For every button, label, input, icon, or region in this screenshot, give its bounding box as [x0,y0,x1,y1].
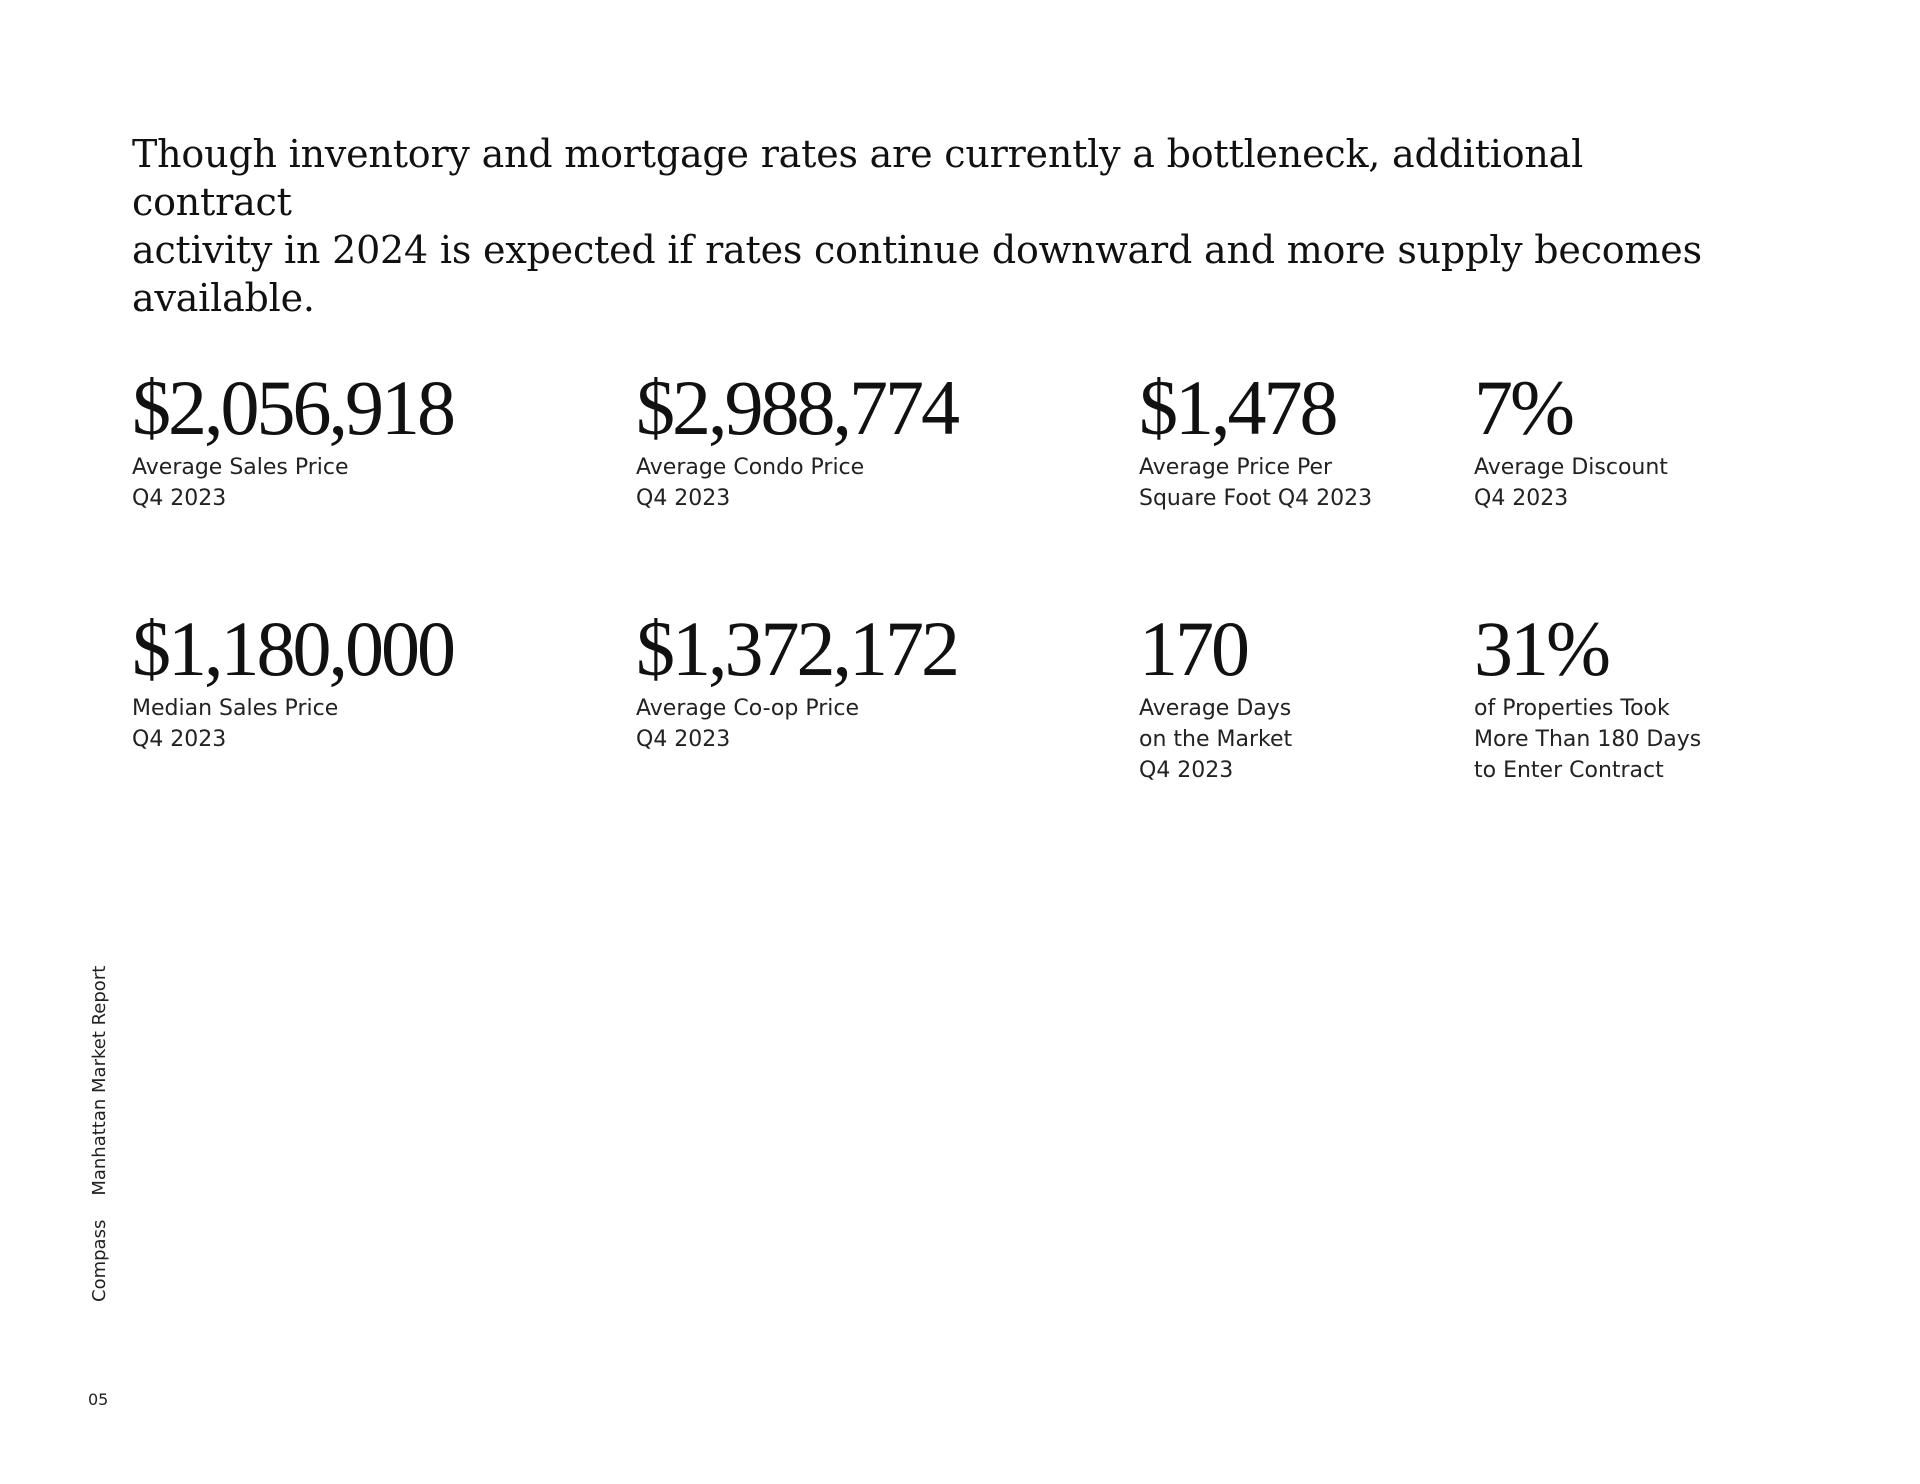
stat-average-coop-price [636,607,957,755]
stat-average-sales-price [132,366,453,514]
stat-value: 31% [1474,605,1608,692]
footer-side-label [88,966,112,1302]
stat-label-line: of Properties Took [1474,696,1670,721]
stat-label-line: on the Market [1139,727,1293,752]
footer-brand: Compass [89,1219,110,1302]
stat-label-line: Average Condo Price [636,455,865,480]
stat-value: 7% [1474,364,1572,451]
stat-label-line: Q4 2023 [132,727,227,752]
page-number: 05 [88,1390,109,1409]
stat-label [132,693,453,755]
stat-label-line: Average Price Per [1139,455,1333,480]
footer-report-title: Manhattan Market Report [89,965,110,1196]
intro-line: Though inventory and mortgage rates are currently a bottleneck, additional contract [132,132,1584,224]
stat-median-sales-price [132,607,453,755]
stat-label [132,452,453,514]
intro-line: activity in 2024 is expected if rates continue downward and more supply becomes [132,228,1702,272]
stat-label [636,693,957,755]
stat-label-line: Average Co-op Price [636,696,859,721]
stat-label-line: Q4 2023 [132,486,227,511]
stat-properties-over-180-days [1474,607,1701,786]
intro-line: available. [132,276,315,320]
stat-label-line: Average Sales Price [132,455,349,480]
stat-label [1474,452,1668,514]
stat-label-line: More Than 180 Days [1474,727,1702,752]
stat-label-line: Average Discount [1474,455,1668,480]
stat-value: $1,478 [1139,364,1336,451]
stat-label-line: Q4 2023 [636,727,731,752]
stat-label-line: Square Foot Q4 2023 [1139,486,1373,511]
stat-label [1474,693,1701,786]
stat-value: 170 [1139,605,1247,692]
stat-label-line: Median Sales Price [132,696,339,721]
stat-average-condo-price [636,366,957,514]
stat-value: $1,180,000 [132,605,453,692]
intro-paragraph [132,130,1732,322]
stat-label-line: Average Days [1139,696,1292,721]
stat-value: $2,988,774 [636,364,957,451]
stat-average-days-on-market [1139,607,1292,786]
stat-label-line: Q4 2023 [1474,486,1569,511]
stat-average-discount [1474,366,1668,514]
stat-average-price-per-square-foot [1139,366,1372,514]
stat-value: $1,372,172 [636,605,957,692]
stat-label [636,452,957,514]
stat-value: $2,056,918 [132,364,453,451]
stat-label-line: Q4 2023 [1139,758,1234,783]
stat-label-line: Q4 2023 [636,486,731,511]
stat-label [1139,693,1292,786]
stat-label [1139,452,1372,514]
stat-label-line: to Enter Contract [1474,758,1664,783]
